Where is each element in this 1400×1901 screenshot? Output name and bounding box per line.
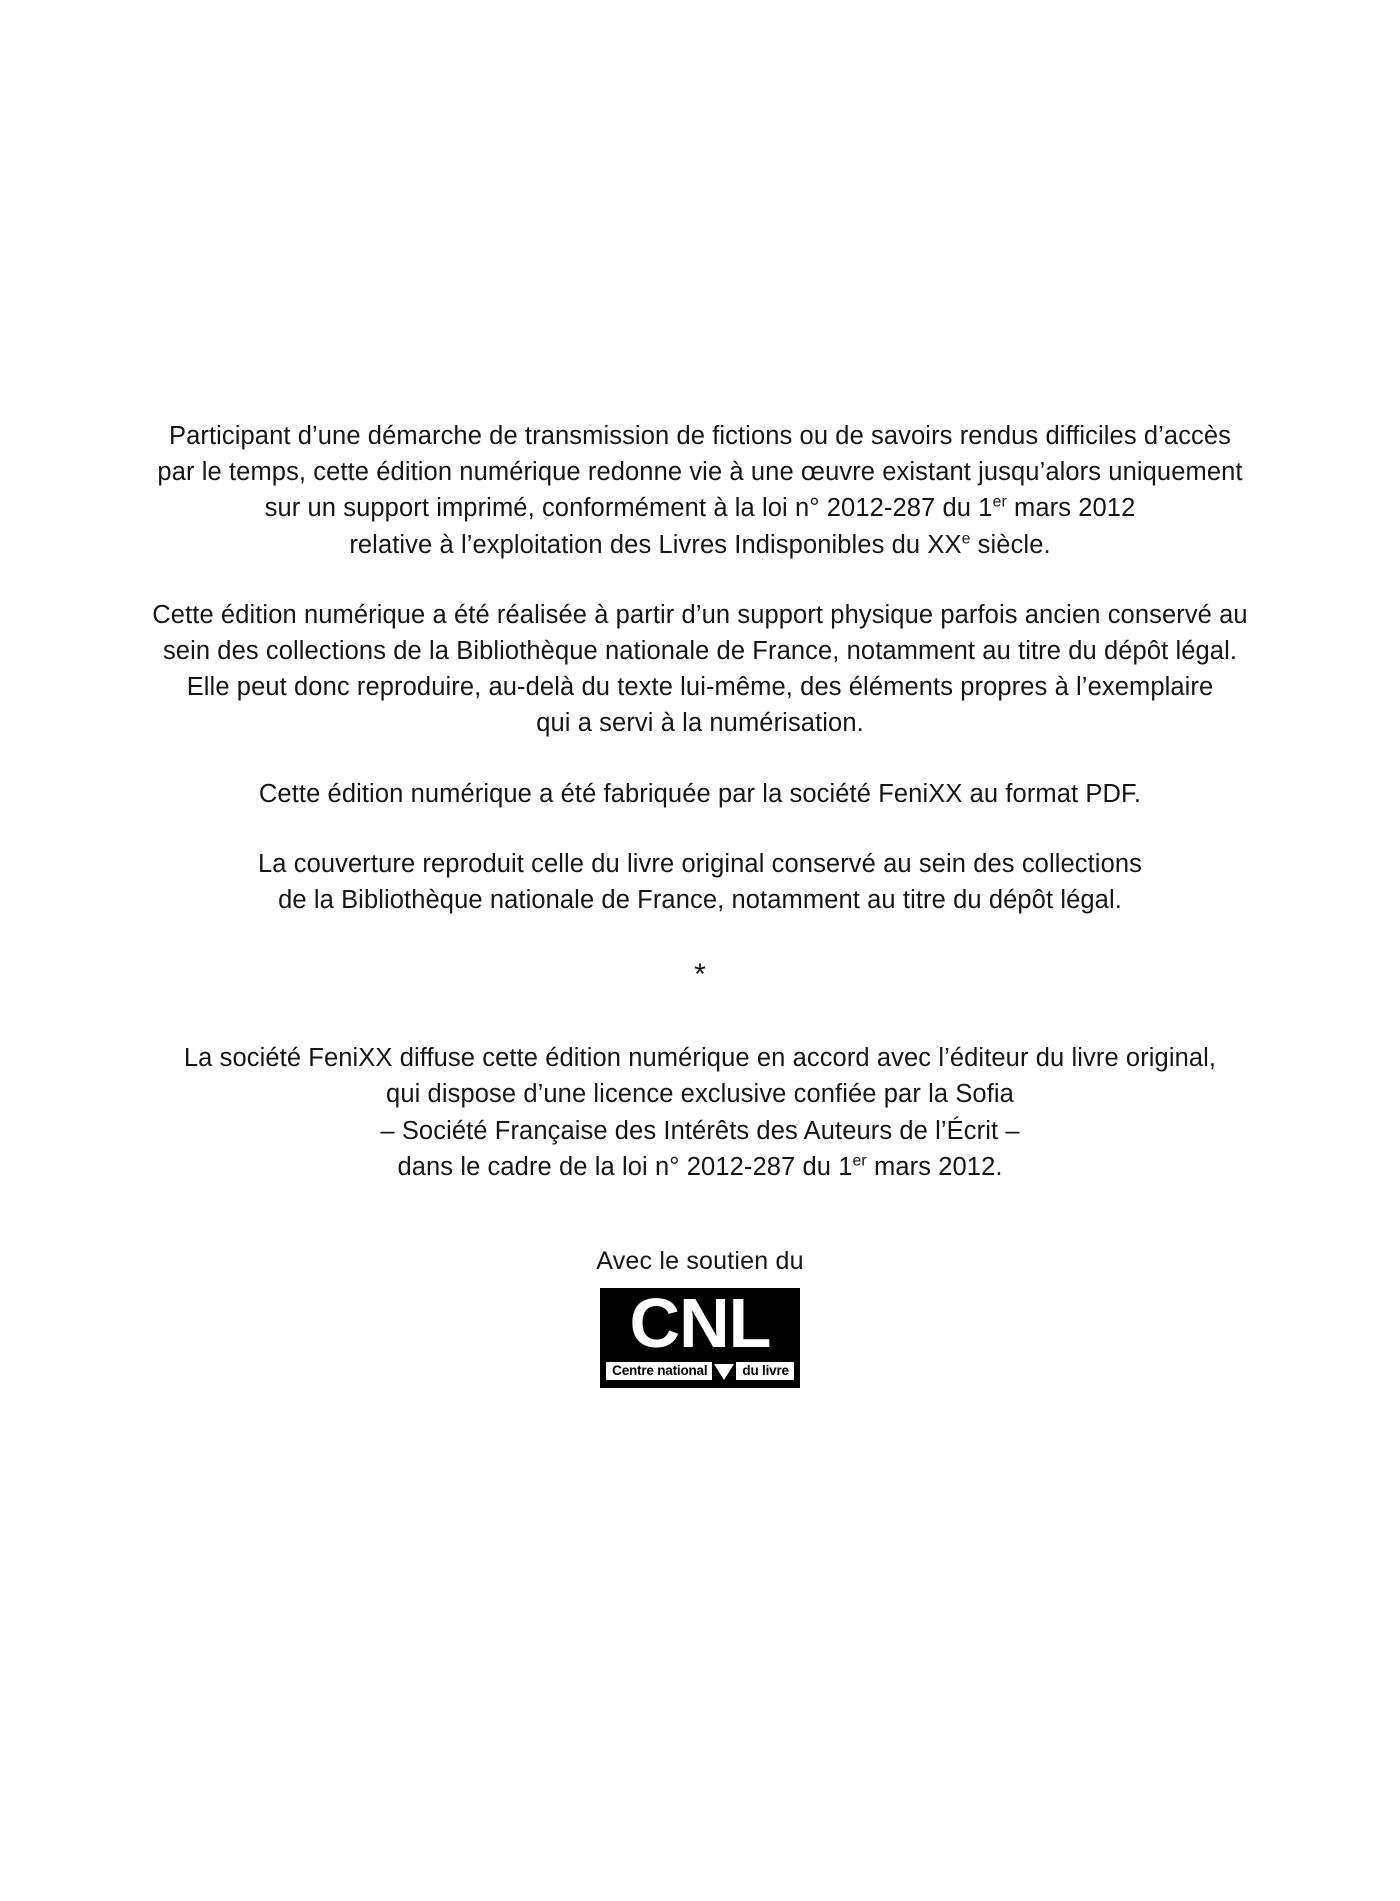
format-line-1: Cette édition numérique a été fabriquée par la société FeniXX au format PDF. — [258, 779, 1142, 808]
diffusion-line-2: qui dispose d’une licence exclusive confiée par la Sofia — [386, 1080, 1014, 1109]
paragraph-diffusion — [140, 1040, 1260, 1185]
source-line-4: qui a servi à la numérisation. — [536, 709, 864, 738]
diffusion-line-4-prefix: dans le cadre de la loi n° 2012-287 du 1 — [397, 1152, 853, 1181]
cnl-letter-l: L — [728, 1284, 771, 1363]
intro-line-3-suffix: mars 2012 — [1006, 494, 1136, 523]
source-line-2: sein des collections de la Bibliothèque nationale de France, notamment au titre du dépôt légal. — [162, 637, 1238, 666]
intro-line-4 — [140, 527, 1260, 563]
cover-line-1: La couverture reproduit celle du livre original conservé au sein des collections — [258, 849, 1142, 878]
diffusion-line-3: – Société Française des Intérêts des Auteurs de l’Écrit – — [380, 1116, 1020, 1145]
cnl-tagline — [600, 1358, 800, 1384]
diffusion-line-1: La société FeniXX diffuse cette édition numérique en accord avec l’éditeur du livre original, — [183, 1044, 1217, 1073]
intro-line-4-suffix: siècle. — [970, 530, 1051, 559]
support-logo-block — [596, 1247, 803, 1388]
paragraph-cover — [140, 846, 1260, 918]
cnl-letters — [600, 1284, 800, 1363]
paragraph-intro — [140, 418, 1260, 563]
source-line-3: Elle peut donc reproduire, au-delà du texte lui-même, des éléments propres à l’exemplaire — [186, 673, 1214, 702]
cnl-tick-icon — [714, 1364, 734, 1380]
intro-line-3-prefix: sur un support imprimé, conformément à la loi n° 2012-287 du 1 — [264, 494, 993, 523]
cover-line-2: de la Bibliothèque nationale de France, notamment au titre du dépôt légal. — [278, 886, 1122, 915]
intro-line-4-prefix: relative à l’exploitation des Livres Indisponibles du XX — [349, 530, 962, 559]
intro-line-1: Participant d’une démarche de transmission de fictions ou de savoirs rendus difficiles d’accès — [168, 422, 1232, 450]
diffusion-line-4 — [140, 1149, 1260, 1185]
intro-line-3 — [140, 490, 1260, 526]
cnl-tagline-right: du livre — [736, 1362, 793, 1380]
paragraph-format — [140, 776, 1260, 812]
paragraph-source — [140, 597, 1260, 742]
section-separator: * — [694, 958, 706, 992]
cnl-letter-n: N — [679, 1284, 729, 1363]
logo-caption: Avec le soutien du — [596, 1247, 804, 1276]
source-line-1: Cette édition numérique a été réalisée à partir d’un support physique parfois ancien conservé au — [152, 600, 1248, 629]
cnl-letter-c: C — [629, 1284, 680, 1363]
diffusion-line-4-sup: er — [852, 1152, 867, 1170]
intro-line-2: par le temps, cette édition numérique redonne vie à une œuvre existant jusqu’alors uniquement — [157, 458, 1243, 487]
cnl-logo-icon — [600, 1284, 800, 1388]
intro-line-3-sup: er — [992, 493, 1007, 511]
diffusion-line-4-suffix: mars 2012. — [866, 1152, 1003, 1181]
document-content — [0, 418, 1400, 1388]
cnl-tagline-left: Centre national — [606, 1362, 712, 1380]
intro-line-4-sup: e — [961, 530, 971, 548]
